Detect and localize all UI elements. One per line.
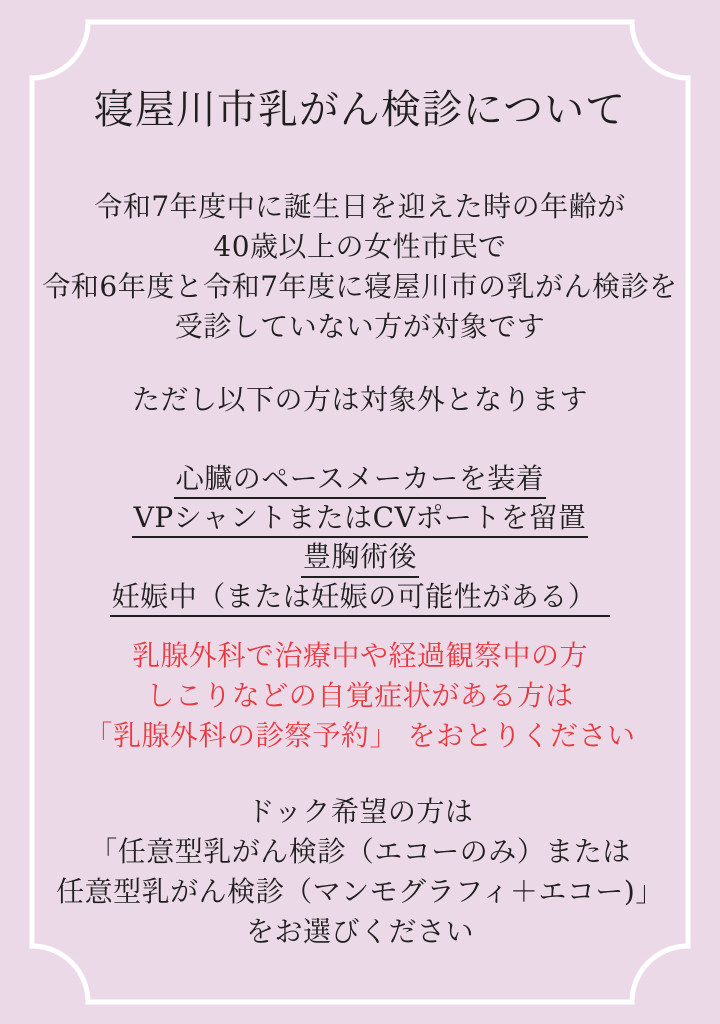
exclusion-list [0, 460, 720, 617]
eligibility-line: 受診していない方が対象です [174, 310, 546, 343]
warning-line: 乳腺外科で治療中や経過観察中の方 [131, 639, 588, 672]
dock-instructions [0, 792, 720, 952]
exclusion-item-text: VPシャントまたはCVポートを留置 [132, 502, 589, 538]
warning-line: 「乳腺外科の診察予約」 をおとりください [84, 719, 636, 752]
dock-line: ドック希望の方は [246, 795, 474, 828]
eligibility-line: 40歳以上の女性市民で [213, 230, 507, 263]
dock-line: をお選びください [245, 915, 474, 948]
exclusion-item [0, 538, 720, 577]
exclusion-item-text: 心臓のペースメーカーを装着 [174, 463, 547, 499]
dock-line: 任意型乳がん検診（マンモグラフィ＋エコー)」 [56, 875, 664, 908]
dock-line: 「任意型乳がん検診（エコーのみ）または [89, 835, 631, 868]
eligibility-line: 令和6年度と令和7年度に寝屋川市の乳がん検診を [42, 270, 678, 303]
exclusion-item-text: 妊娠中（または妊娠の可能性がある） [110, 581, 611, 617]
warning-paragraph [0, 636, 720, 756]
exclusion-note: ただし以下の方は対象外となります [131, 383, 588, 416]
exclusion-item-text: 豊胸術後 [301, 541, 419, 577]
eligibility-paragraph [0, 187, 720, 347]
page-title: 寝屋川市乳がん検診について [93, 87, 627, 133]
eligibility-line: 令和7年度中に誕生日を迎えた時の年齢が [94, 190, 626, 223]
warning-line: しこりなどの自覚症状がある方は [146, 679, 574, 712]
exclusion-item [0, 460, 720, 499]
exclusion-item [0, 499, 720, 538]
exclusion-item [0, 578, 720, 617]
